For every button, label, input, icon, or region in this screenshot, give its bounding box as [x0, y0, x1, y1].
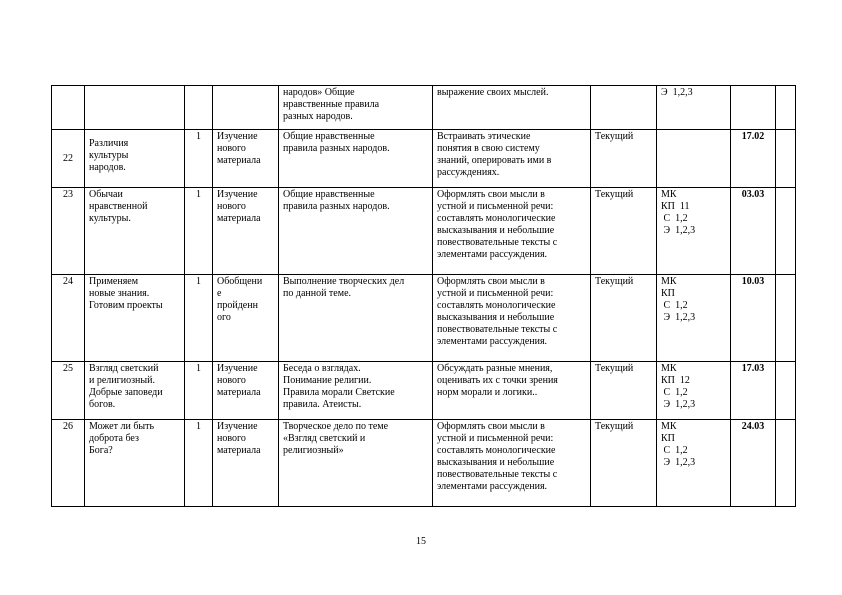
- actual-date: [776, 188, 796, 275]
- lesson-hours: 1: [185, 130, 213, 188]
- page-number: 15: [416, 536, 426, 547]
- row-number: [52, 86, 85, 130]
- actual-date: [776, 362, 796, 420]
- lesson-type: [213, 86, 279, 130]
- control-codes: [657, 130, 731, 188]
- student-activity: выражение своих мыслей.: [433, 86, 591, 130]
- control-type: Текущий: [591, 362, 657, 420]
- student-activity: Оформлять свои мысли в устной и письменной речи: составлять монологические высказывания и небольшие повествовательные тексты с элементами рассуждения.: [433, 188, 591, 275]
- lesson-topic: Применяем новые знания. Готовим проекты: [85, 275, 185, 362]
- lesson-content: Общие нравственные правила разных народов.: [279, 188, 433, 275]
- table-row: [52, 86, 796, 130]
- planned-date: 17.03: [731, 362, 776, 420]
- lesson-topic: Различия культуры народов.: [85, 130, 185, 188]
- planned-date: 10.03: [731, 275, 776, 362]
- control-codes: Э 1,2,3: [657, 86, 731, 130]
- lesson-hours: 1: [185, 362, 213, 420]
- row-number: 25: [52, 362, 85, 420]
- lesson-content: народов» Общие нравственные правила разных народов.: [279, 86, 433, 130]
- student-activity: Оформлять свои мысли в устной и письменной речи: составлять монологические высказывания и небольшие повествовательные тексты с элементами рассуждения.: [433, 275, 591, 362]
- planned-date: 03.03: [731, 188, 776, 275]
- student-activity: Встраивать этические понятия в свою систему знаний, оперировать ими в рассуждениях.: [433, 130, 591, 188]
- lesson-topic: [85, 86, 185, 130]
- table-row: [52, 130, 796, 188]
- lesson-type: Изучение нового материала: [213, 362, 279, 420]
- table-row: [52, 362, 796, 420]
- actual-date: [776, 86, 796, 130]
- control-type: Текущий: [591, 130, 657, 188]
- actual-date: [776, 275, 796, 362]
- control-type: [591, 86, 657, 130]
- lesson-content: Творческое дело по теме «Взгляд светский и религиозный»: [279, 420, 433, 507]
- control-codes: МК КП С 1,2 Э 1,2,3: [657, 420, 731, 507]
- student-activity: Обсуждать разные мнения, оценивать их с точки зрения норм морали и логики..: [433, 362, 591, 420]
- control-type: Текущий: [591, 420, 657, 507]
- row-number: 24: [52, 275, 85, 362]
- row-number: 26: [52, 420, 85, 507]
- lesson-hours: 1: [185, 420, 213, 507]
- lesson-type: Изучение нового материала: [213, 420, 279, 507]
- lesson-hours: 1: [185, 188, 213, 275]
- control-type: Текущий: [591, 188, 657, 275]
- table-row: [52, 275, 796, 362]
- lesson-hours: [185, 86, 213, 130]
- lesson-topic: Может ли быть доброта без Бога?: [85, 420, 185, 507]
- actual-date: [776, 420, 796, 507]
- student-activity: Оформлять свои мысли в устной и письменной речи: составлять монологические высказывания и небольшие повествовательные тексты с элементами рассуждения.: [433, 420, 591, 507]
- lesson-hours: 1: [185, 275, 213, 362]
- row-number: 22: [52, 130, 85, 188]
- lesson-content: Общие нравственные правила разных народов.: [279, 130, 433, 188]
- lesson-type: Изучение нового материала: [213, 188, 279, 275]
- control-codes: МК КП 11 С 1,2 Э 1,2,3: [657, 188, 731, 275]
- planned-date: 24.03: [731, 420, 776, 507]
- lesson-content: Беседа о взглядах. Понимание религии. Правила морали Светские правила. Атеисты.: [279, 362, 433, 420]
- actual-date: [776, 130, 796, 188]
- planned-date: [731, 86, 776, 130]
- control-type: Текущий: [591, 275, 657, 362]
- lesson-type: Обобщени е пройденн ого: [213, 275, 279, 362]
- planned-date: 17.02: [731, 130, 776, 188]
- control-codes: МК КП С 1,2 Э 1,2,3: [657, 275, 731, 362]
- lesson-content: Выполнение творческих дел по данной теме.: [279, 275, 433, 362]
- table-row: [52, 188, 796, 275]
- lesson-topic: Обычаи нравственной культуры.: [85, 188, 185, 275]
- lesson-plan-table: [51, 85, 796, 507]
- lesson-topic: Взгляд светский и религиозный. Добрые заповеди богов.: [85, 362, 185, 420]
- row-number: 23: [52, 188, 85, 275]
- table-row: [52, 420, 796, 507]
- control-codes: МК КП 12 С 1,2 Э 1,2,3: [657, 362, 731, 420]
- lesson-type: Изучение нового материала: [213, 130, 279, 188]
